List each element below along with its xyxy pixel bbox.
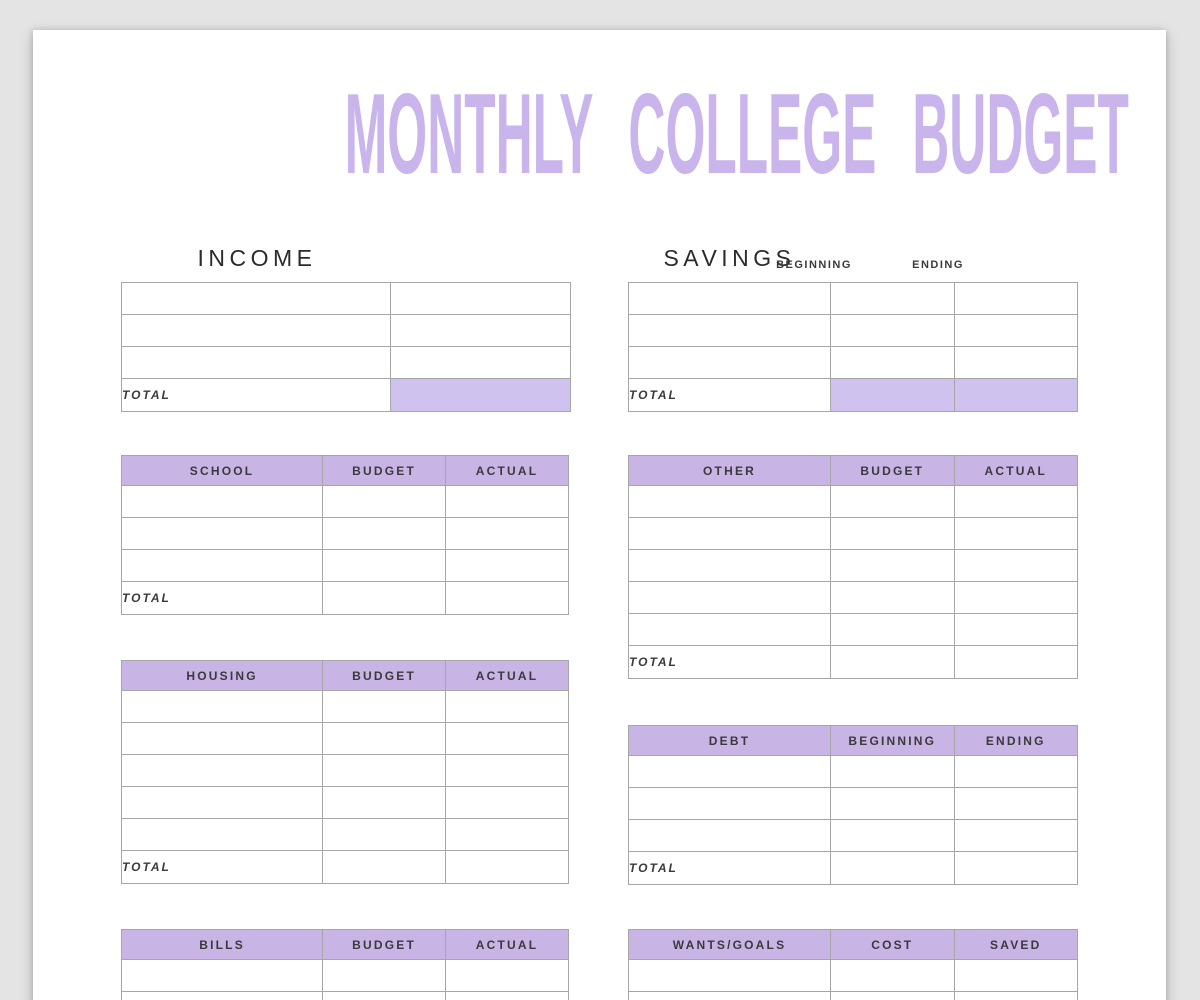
column-header: ACTUAL <box>446 456 569 486</box>
total-label: TOTAL <box>629 852 831 885</box>
entry-cell[interactable] <box>629 347 831 379</box>
table-row <box>122 755 569 787</box>
column-header: DEBT <box>629 726 831 756</box>
entry-cell[interactable] <box>323 755 446 787</box>
entry-cell[interactable] <box>323 960 446 992</box>
entry-cell[interactable] <box>629 992 831 1000</box>
entry-cell[interactable] <box>629 518 831 550</box>
entry-cell[interactable] <box>954 788 1077 820</box>
column-header: BUDGET <box>831 456 954 486</box>
table-row <box>629 550 1078 582</box>
entry-cell[interactable] <box>954 582 1077 614</box>
table-row <box>122 787 569 819</box>
table-row <box>629 960 1078 992</box>
wants-goals-table <box>628 929 1078 1000</box>
entry-cell[interactable] <box>446 819 569 851</box>
entry-cell[interactable] <box>954 756 1077 788</box>
entry-cell[interactable] <box>323 550 446 582</box>
table-row <box>629 788 1078 820</box>
column-header: BUDGET <box>323 456 446 486</box>
total-row <box>629 379 1078 412</box>
column-header: BEGINNING <box>831 726 954 756</box>
entry-cell[interactable] <box>629 550 831 582</box>
entry-cell[interactable] <box>446 787 569 819</box>
table-header-row <box>629 930 1078 960</box>
total-value-cell[interactable] <box>391 379 571 412</box>
entry-cell[interactable] <box>446 851 569 884</box>
entry-cell[interactable] <box>831 992 954 1000</box>
debt-table <box>628 725 1078 885</box>
table-row <box>629 992 1078 1000</box>
entry-cell[interactable] <box>323 992 446 1000</box>
entry-cell[interactable] <box>323 787 446 819</box>
entry-cell[interactable] <box>831 582 954 614</box>
income-table <box>121 282 571 412</box>
total-label: TOTAL <box>122 379 391 412</box>
entry-cell[interactable] <box>629 756 831 788</box>
column-header: SCHOOL <box>122 456 323 486</box>
table-row <box>122 960 569 992</box>
entry-cell[interactable] <box>954 550 1077 582</box>
entry-cell[interactable] <box>954 283 1077 315</box>
entry-cell[interactable] <box>323 819 446 851</box>
entry-cell[interactable] <box>446 486 569 518</box>
entry-cell[interactable] <box>446 723 569 755</box>
table-header-row <box>122 930 569 960</box>
entry-cell[interactable] <box>954 960 1077 992</box>
entry-cell[interactable] <box>831 550 954 582</box>
entry-cell[interactable] <box>831 283 954 315</box>
entry-cell[interactable] <box>122 992 323 1000</box>
table-row <box>629 518 1078 550</box>
total-label: TOTAL <box>629 646 831 679</box>
entry-cell[interactable] <box>831 347 954 379</box>
entry-cell[interactable] <box>122 486 323 518</box>
school-table <box>121 455 569 615</box>
total-value-cell[interactable] <box>831 379 954 412</box>
entry-cell[interactable] <box>954 820 1077 852</box>
entry-cell[interactable] <box>831 518 954 550</box>
table-row <box>122 691 569 723</box>
table-row <box>629 820 1078 852</box>
total-label: TOTAL <box>122 851 323 884</box>
entry-cell[interactable] <box>954 852 1077 885</box>
table-header-row <box>122 661 569 691</box>
income-heading: INCOME <box>197 245 317 271</box>
total-label: TOTAL <box>122 582 323 615</box>
entry-cell[interactable] <box>629 960 831 992</box>
entry-cell[interactable] <box>629 614 831 646</box>
entry-cell[interactable] <box>122 691 323 723</box>
entry-cell[interactable] <box>446 755 569 787</box>
entry-cell[interactable] <box>446 518 569 550</box>
entry-cell[interactable] <box>122 755 323 787</box>
entry-cell[interactable] <box>954 347 1077 379</box>
entry-cell[interactable] <box>323 518 446 550</box>
total-row <box>629 852 1078 885</box>
total-row <box>122 379 571 412</box>
column-header: BUDGET <box>323 930 446 960</box>
entry-cell[interactable] <box>122 347 391 379</box>
entry-cell[interactable] <box>323 723 446 755</box>
entry-cell[interactable] <box>323 851 446 884</box>
column-header: OTHER <box>629 456 831 486</box>
entry-cell[interactable] <box>122 283 391 315</box>
entry-cell[interactable] <box>954 992 1077 1000</box>
column-header: WANTS/GOALS <box>629 930 831 960</box>
entry-cell[interactable] <box>122 315 391 347</box>
entry-cell[interactable] <box>831 315 954 347</box>
column-header: ACTUAL <box>446 661 569 691</box>
entry-cell[interactable] <box>831 614 954 646</box>
other-table <box>628 455 1078 679</box>
savings-heading: SAVINGS <box>663 245 796 271</box>
entry-cell[interactable] <box>446 960 569 992</box>
entry-cell[interactable] <box>446 691 569 723</box>
entry-cell[interactable] <box>629 283 831 315</box>
table-row <box>629 486 1078 518</box>
table-row <box>122 283 571 315</box>
table-row <box>629 283 1078 315</box>
total-label: TOTAL <box>629 379 831 412</box>
total-row <box>122 851 569 884</box>
budget-page <box>33 30 1166 1000</box>
table-row <box>629 756 1078 788</box>
table-row <box>122 315 571 347</box>
column-header: COST <box>831 930 954 960</box>
column-header: BUDGET <box>323 661 446 691</box>
entry-cell[interactable] <box>831 960 954 992</box>
table-row <box>122 550 569 582</box>
savings-ending-label: ENDING <box>912 259 964 271</box>
entry-cell[interactable] <box>122 787 323 819</box>
total-row <box>122 582 569 615</box>
savings-beginning-label: BEGINNING <box>776 259 852 271</box>
entry-cell[interactable] <box>831 756 954 788</box>
entry-cell[interactable] <box>323 691 446 723</box>
total-value-cell[interactable] <box>954 379 1077 412</box>
entry-cell[interactable] <box>831 788 954 820</box>
entry-cell[interactable] <box>323 582 446 615</box>
column-header: ENDING <box>954 726 1077 756</box>
entry-cell[interactable] <box>323 486 446 518</box>
column-header: ACTUAL <box>446 930 569 960</box>
table-row <box>122 518 569 550</box>
table-row <box>122 723 569 755</box>
savings-table <box>628 282 1078 412</box>
table-header-row <box>629 726 1078 756</box>
table-row <box>122 819 569 851</box>
table-row <box>629 347 1078 379</box>
entry-cell[interactable] <box>954 518 1077 550</box>
entry-cell[interactable] <box>954 486 1077 518</box>
entry-cell[interactable] <box>446 550 569 582</box>
column-header: ACTUAL <box>954 456 1077 486</box>
table-row <box>629 614 1078 646</box>
page-title: MONTHLY COLLEGE BUDGET <box>344 71 1129 198</box>
table-row <box>122 992 569 1000</box>
table-row <box>122 347 571 379</box>
entry-cell[interactable] <box>954 315 1077 347</box>
entry-cell[interactable] <box>831 646 954 679</box>
table-row <box>629 582 1078 614</box>
column-header: SAVED <box>954 930 1077 960</box>
table-row <box>629 315 1078 347</box>
entry-cell[interactable] <box>122 819 323 851</box>
entry-cell[interactable] <box>446 582 569 615</box>
bills-table <box>121 929 569 1000</box>
entry-cell[interactable] <box>122 960 323 992</box>
entry-cell[interactable] <box>391 347 571 379</box>
entry-cell[interactable] <box>391 283 571 315</box>
entry-cell[interactable] <box>831 820 954 852</box>
total-row <box>629 646 1078 679</box>
entry-cell[interactable] <box>954 646 1077 679</box>
entry-cell[interactable] <box>629 582 831 614</box>
entry-cell[interactable] <box>831 852 954 885</box>
entry-cell[interactable] <box>629 315 831 347</box>
entry-cell[interactable] <box>629 486 831 518</box>
column-header: HOUSING <box>122 661 323 691</box>
entry-cell[interactable] <box>122 518 323 550</box>
entry-cell[interactable] <box>831 486 954 518</box>
entry-cell[interactable] <box>629 820 831 852</box>
entry-cell[interactable] <box>629 788 831 820</box>
table-row <box>122 486 569 518</box>
housing-table <box>121 660 569 884</box>
table-header-row <box>629 456 1078 486</box>
entry-cell[interactable] <box>122 723 323 755</box>
entry-cell[interactable] <box>122 550 323 582</box>
entry-cell[interactable] <box>391 315 571 347</box>
column-header: BILLS <box>122 930 323 960</box>
entry-cell[interactable] <box>446 992 569 1000</box>
entry-cell[interactable] <box>954 614 1077 646</box>
table-header-row <box>122 456 569 486</box>
